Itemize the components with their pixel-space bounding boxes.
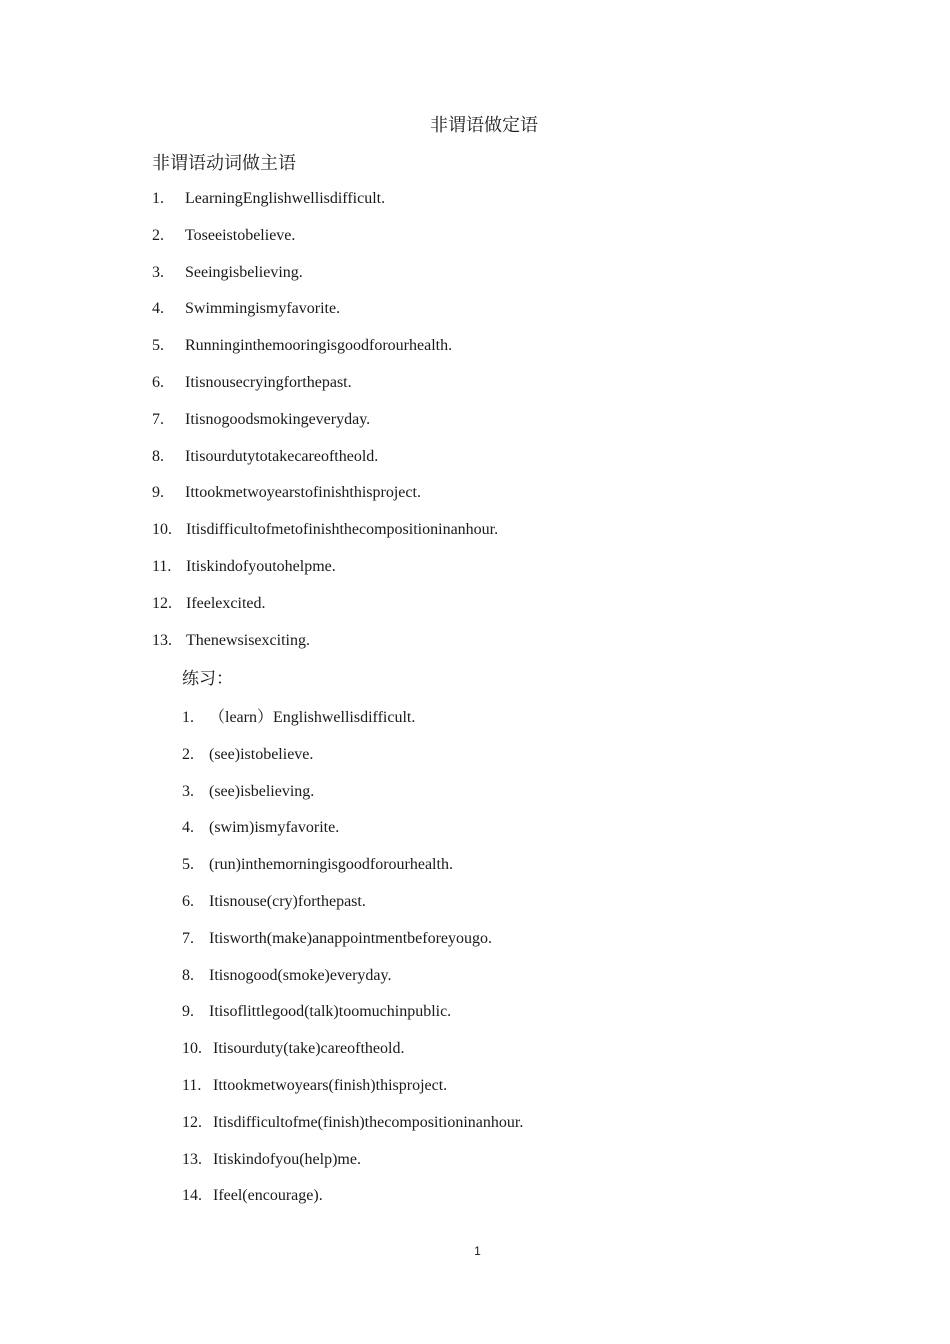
exercise-item [182, 965, 523, 1002]
item-number: 6. [182, 892, 194, 910]
page-title: 非谓语做定语 [430, 115, 538, 135]
item-number: 9. [152, 484, 164, 502]
item-text: Itisworth(make)anappointmentbeforeyougo. [209, 929, 493, 947]
item-text: (see)isbelieving. [209, 782, 315, 800]
example-item [152, 372, 498, 409]
item-number: 13. [182, 1150, 202, 1168]
item-number: 2. [152, 226, 164, 244]
item-text: Ifeelexcited. [186, 594, 266, 612]
item-number: 12. [152, 594, 172, 612]
item-text: Ittookmetwoyearstofinishthisproject. [185, 484, 421, 502]
item-number: 4. [182, 819, 194, 837]
item-text: Itisoflittlegood(talk)toomuchinpublic. [209, 1003, 452, 1021]
item-number: 10. [182, 1040, 202, 1058]
example-item [152, 335, 498, 372]
exercise-item [182, 854, 523, 891]
item-text: Ittookmetwoyears(finish)thisproject. [213, 1076, 448, 1094]
item-text: Ifeel(encourage). [213, 1187, 323, 1205]
exercise-item [182, 928, 523, 965]
item-number: 3. [152, 263, 164, 281]
practice-heading: 练习： [182, 669, 233, 688]
item-text: Itisnogoodsmokingeveryday. [185, 410, 371, 428]
item-text: Toseeistobelieve. [185, 226, 296, 244]
exercise-item [182, 707, 523, 744]
item-number: 12. [182, 1113, 202, 1131]
item-number: 13. [152, 631, 172, 649]
exercise-item [182, 1185, 523, 1222]
item-number: 2. [182, 745, 194, 763]
item-text: (see)istobelieve. [209, 745, 314, 763]
exercise-item [182, 1112, 523, 1149]
item-text: Itisourduty(take)careoftheold. [213, 1040, 405, 1058]
exercise-item [182, 891, 523, 928]
section-heading: 非谓语动词做主语 [152, 153, 296, 173]
example-item [152, 593, 498, 630]
example-item [152, 188, 498, 225]
item-text: Itisnousecryingforthepast. [185, 373, 352, 391]
item-number: 7. [152, 410, 164, 428]
item-number: 8. [182, 966, 194, 984]
item-number: 11. [152, 557, 172, 575]
item-number: 10. [152, 521, 172, 539]
exercise-item [182, 781, 523, 818]
item-text: Itisnouse(cry)forthepast. [209, 892, 366, 910]
item-number: 7. [182, 929, 194, 947]
item-text: Runninginthemooringisgoodforourhealth. [185, 337, 453, 355]
item-number: 1. [182, 709, 194, 726]
exercise-item [182, 817, 523, 854]
item-text: （learn）Englishwellisdifficult. [209, 709, 416, 726]
item-text: Itiskindofyoutohelpme. [186, 557, 336, 575]
page-number: 1 [474, 1244, 481, 1258]
exercise-item [182, 1001, 523, 1038]
item-text: Itisourdutytotakecareoftheold. [185, 447, 379, 465]
item-text: Thenewsisexciting. [186, 631, 310, 649]
example-item [152, 298, 498, 335]
exercise-item [182, 1038, 523, 1075]
item-text: LearningEnglishwellisdifficult. [185, 190, 386, 207]
item-number: 14. [182, 1187, 202, 1205]
item-number: 5. [152, 337, 164, 355]
item-text: Itiskindofyou(help)me. [213, 1150, 361, 1168]
example-item [152, 446, 498, 483]
example-list [152, 188, 498, 666]
example-item [152, 630, 498, 667]
item-text: Swimmingismyfavorite. [185, 300, 341, 318]
item-text: (swim)ismyfavorite. [209, 819, 340, 837]
item-number: 5. [182, 856, 194, 874]
exercise-item [182, 1149, 523, 1186]
item-text: (run)inthemorningisgoodforourhealth. [209, 856, 453, 874]
item-text: Itisdifficultofmetofinishthecompositioninanhour. [186, 521, 499, 539]
item-number: 9. [182, 1003, 194, 1021]
example-item [152, 519, 498, 556]
item-number: 11. [182, 1076, 202, 1094]
item-number: 8. [152, 447, 164, 465]
item-text: Itisdifficultofme(finish)thecompositioninanhour. [213, 1113, 524, 1131]
item-number: 4. [152, 300, 164, 318]
item-number: 1. [152, 190, 164, 207]
example-item [152, 409, 498, 446]
item-number: 3. [182, 782, 194, 800]
item-text: Itisnogood(smoke)everyday. [209, 966, 392, 984]
example-item [152, 262, 498, 299]
example-item [152, 556, 498, 593]
item-text: Seeingisbelieving. [185, 263, 303, 281]
exercise-item [182, 1075, 523, 1112]
example-item [152, 225, 498, 262]
exercise-list [182, 707, 523, 1222]
item-number: 6. [152, 373, 164, 391]
exercise-item [182, 744, 523, 781]
example-item [152, 482, 498, 519]
